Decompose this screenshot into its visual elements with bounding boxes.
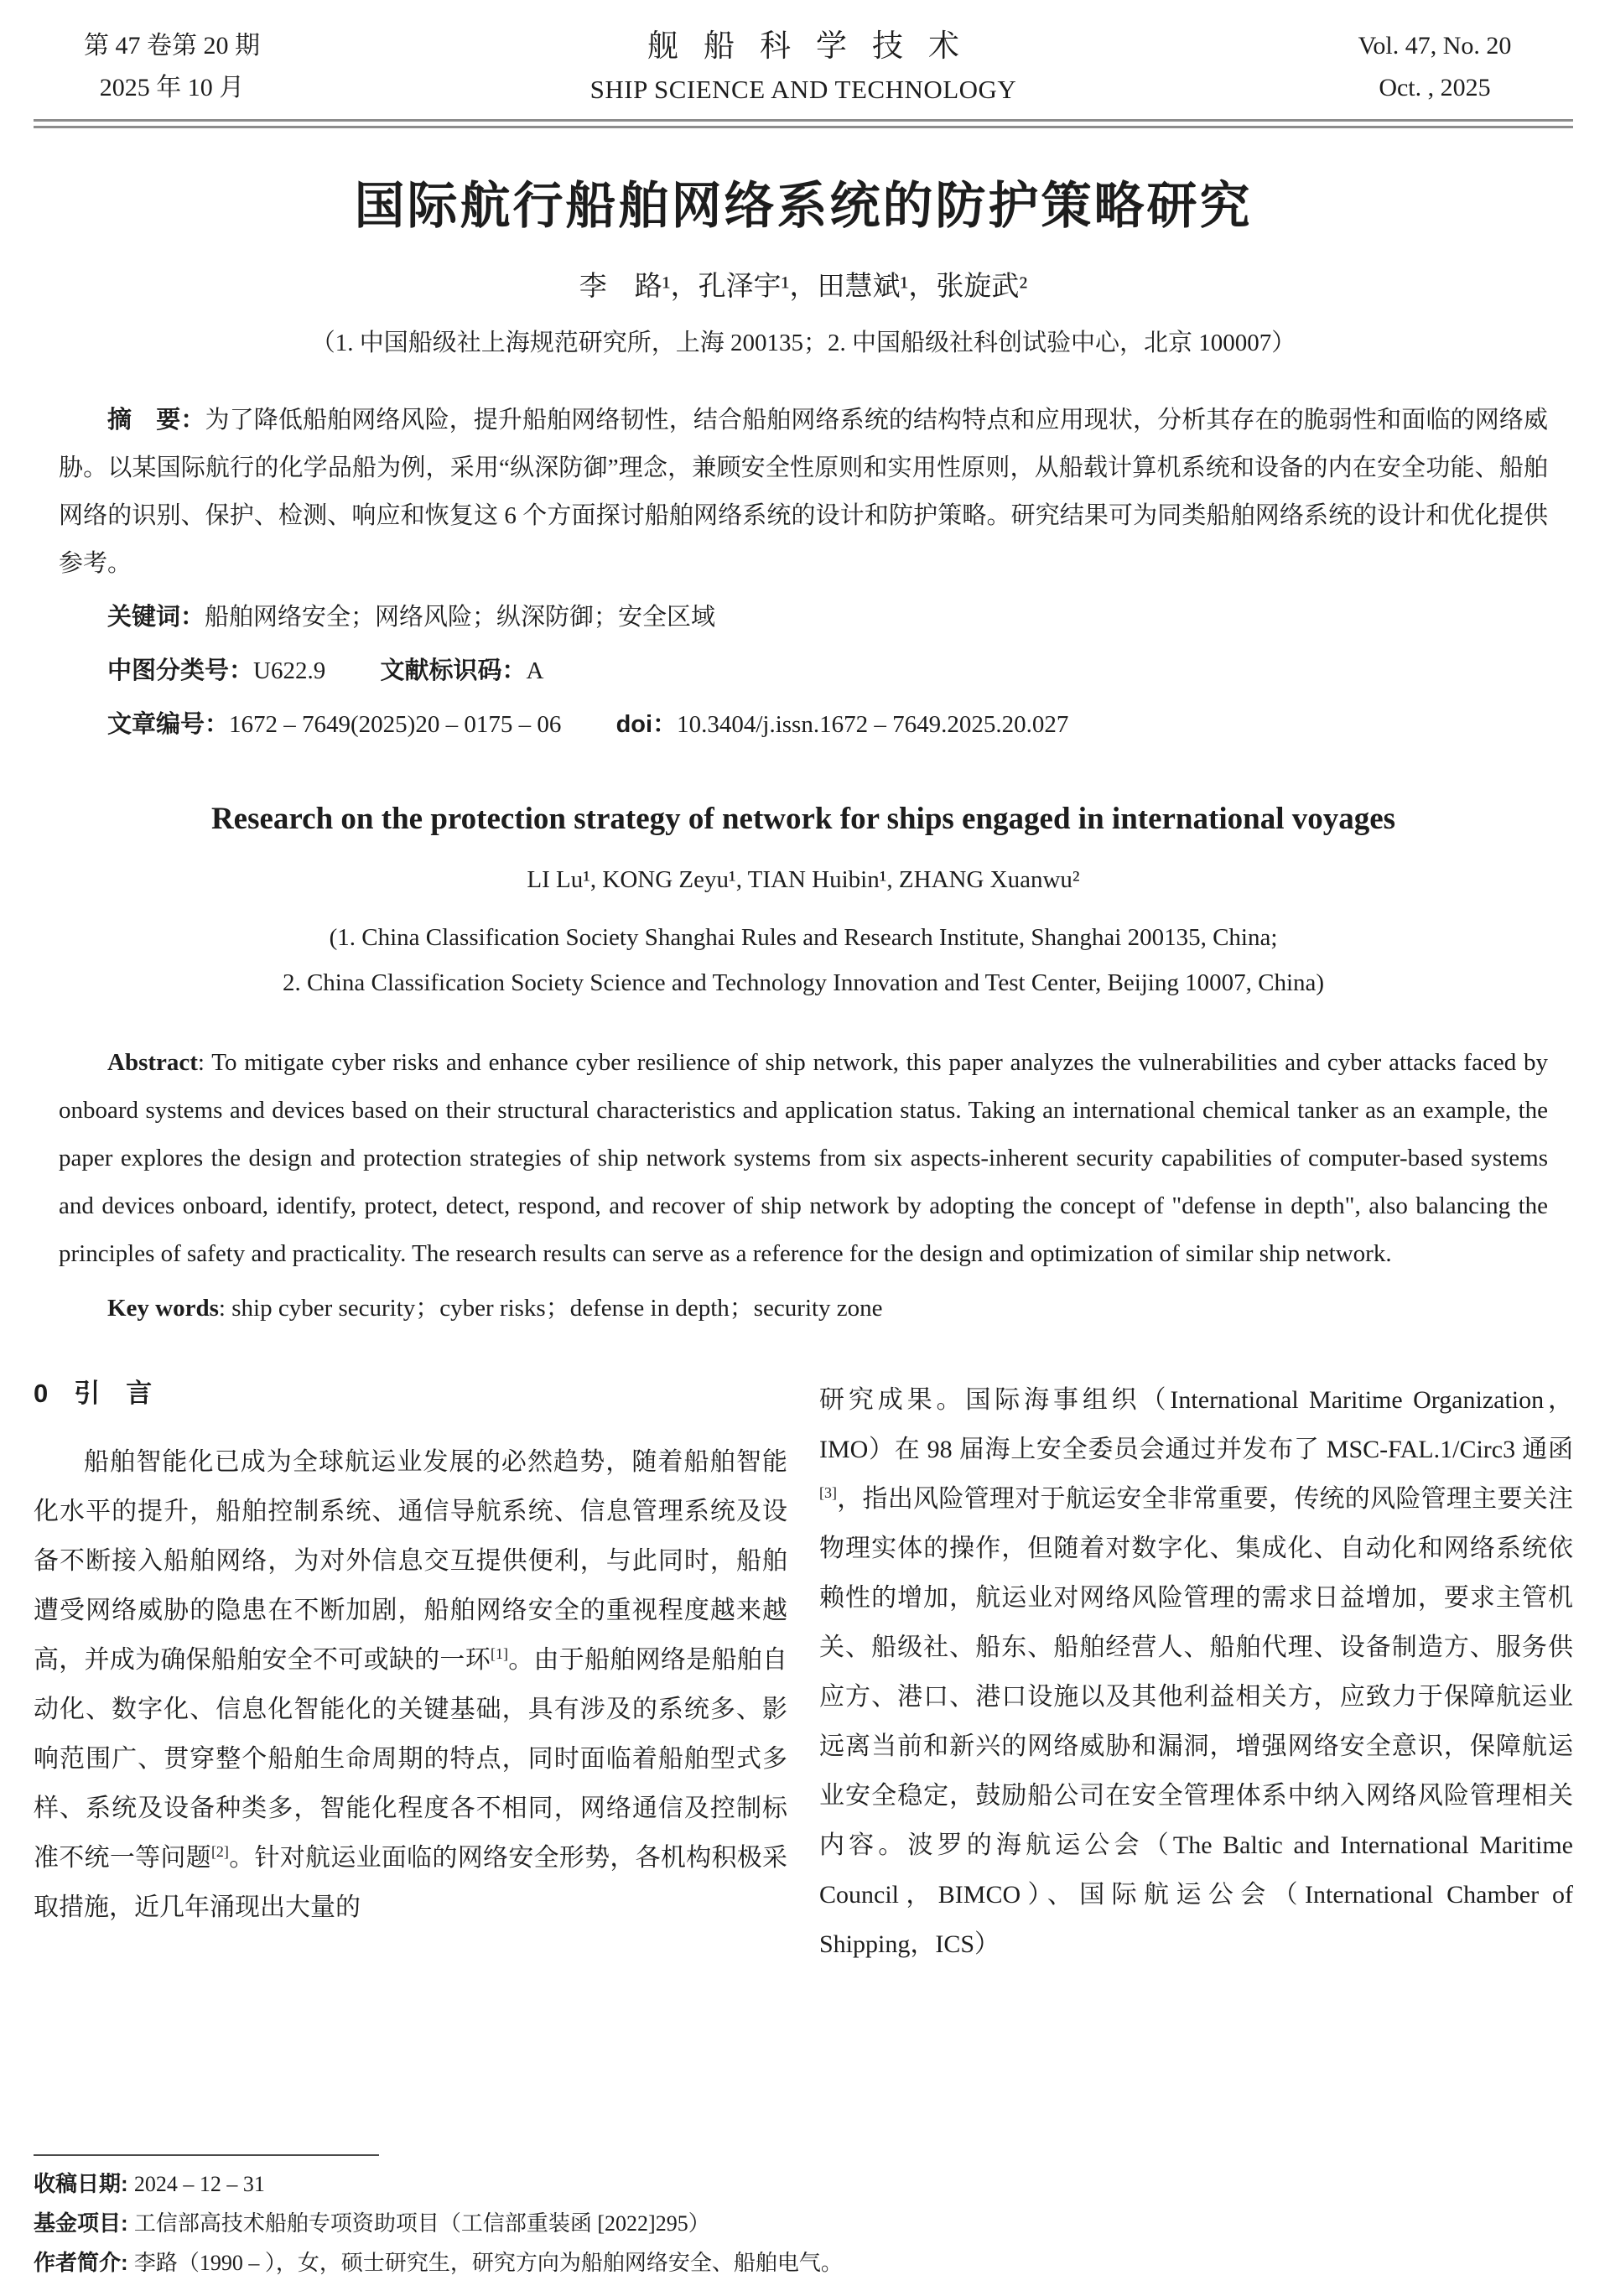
column-right [819, 1375, 1573, 2039]
affiliations-cn: （1. 中国船级社上海规范研究所，上海 200135；2. 中国船级社科创试验中心，北京 100007） [310, 330, 1296, 356]
received-date-value: 2024 – 12 – 31 [133, 2172, 265, 2196]
keywords-line-en [34, 1285, 1573, 1332]
column-left [34, 1375, 787, 2039]
keywords-text-cn: 船舶网络安全；网络风险；纵深防御；安全区域 [205, 604, 716, 631]
header-right [1296, 25, 1573, 109]
abstract-en [34, 1039, 1573, 1278]
keywords-line-cn [59, 594, 1548, 642]
footnote-divider [34, 2154, 379, 2156]
affiliation-en-1: (1. China Classification Society Shanghai Rules and Research Institute, Shanghai 200135, China; [329, 924, 1278, 951]
article-title-en: Research on the protection strategy of network for ships engaged in international voyages [210, 802, 1396, 836]
journal-date-en: Oct. , 2025 [1379, 74, 1491, 101]
section-0-heading: 0 引 言 [34, 1379, 153, 1408]
received-date-label: 收稿日期: [34, 2171, 134, 2196]
affiliation-en-2: 2. China Classification Society Science and Technology Innovation and Test Center, Beijing 10007, China) [282, 969, 1325, 996]
clc-line [59, 647, 1548, 695]
header-divider [34, 119, 1573, 128]
author-bio-line [34, 2243, 1573, 2283]
article-id-label: 文章编号： [107, 711, 230, 738]
journal-title-en: SHIP SCIENCE AND TECHNOLOGY [589, 75, 1017, 104]
article-id-value: 1672 – 7649(2025)20 – 0175 – 06 [229, 711, 562, 738]
keywords-label-cn: 关键词： [107, 604, 205, 631]
header-center [310, 25, 1296, 111]
journal-issue-cn: 第 47 卷第 20 期 [84, 32, 260, 60]
abstract-cn [59, 397, 1548, 588]
footnote-block [34, 2154, 1573, 2283]
doi-label: doi： [615, 711, 678, 738]
fund-project-value: 工信部高技术船舶专项资助项目（工信部重装函 [2022]295） [133, 2211, 710, 2236]
body-columns [34, 1375, 1573, 2039]
article-id-line [59, 701, 1548, 749]
keywords-text-en: : ship cyber security；cyber risks；defense in depth；security zone [218, 1295, 883, 1322]
abstract-label-en: Abstract [107, 1049, 198, 1076]
abstract-text-en: : To mitigate cyber risks and enhance cyber resilience of ship network, this paper analyzes the vulnerabilities and cyber attacks faced by onboard systems and devices based on their structural characteristics and application status. Taking an international chemical tanker as an example, the paper explores the design and protection strategies of ship network systems from six aspects-inherent security capabilities of computer-based systems and devices onboard, identify, protect, detect, respond, and recover of ship network by adopting the concept of "defense in depth", also balancing the principles of safety and practicality. The research results can serve as a reference for the design and optimization of similar ship network. [59, 1049, 1548, 1267]
authors-cn: 李 路¹，孔泽宇¹，田慧斌¹，张旋武² [579, 272, 1028, 302]
body-paragraph-right: 研究成果。国际海事组织（International Maritime Organization，IMO）在 98 届海上安全委员会通过并发布了 MSC-FAL.1/Circ3 通函[3]，指出风险管理对于航运安全非常重要，传统的风险管理主要关注物理实体的操作，但随着对数字化、集成化、自动化和网络系统依赖性的增加，航运业对网络风险管理的需求日益增加，要求主管机关、船级社、船东、船舶经营人、船舶代理、设备制造方、服务供应方、港口、港口设施以及其他利益相关方，应致力于保障航运业远离当前和新兴的网络威胁和漏洞，增强网络安全意识，保障航运业安全稳定，鼓励船公司在安全管理体系中纳入网络风险管理相关内容。波罗的海航运公会（The Baltic and International Maritime Council，BIMCO）、国际航运公会（International Chamber of Shipping，ICS） [819, 1386, 1573, 1958]
body-paragraph-left: 船舶智能化已成为全球航运业发展的必然趋势，随着船舶智能化水平的提升，船舶控制系统、通信导航系统、信息管理系统及设备不断接入船舶网络，为对外信息交互提供便利，与此同时，船舶遭受网络威胁的隐患在不断加剧，船舶网络安全的重视程度越来越高，并成为确保船舶安全不可或缺的一环[1]。由于船舶网络是船舶自动化、数字化、信息化智能化的关键基础，具有涉及的系统多、影响范围广、贯穿整个船舶生命周期的特点，同时面临着船舶型式多样、系统及设备种类多，智能化程度各不相同，网络通信及控制标准不统一等问题[2]。针对航运业面临的网络安全形势，各机构积极采取措施，近几年涌现出大量的 [34, 1448, 788, 1921]
clc-value: U622.9 [253, 657, 326, 684]
author-bio-label: 作者简介: [34, 2250, 134, 2275]
journal-header [34, 25, 1573, 111]
keywords-label-en: Key words [107, 1295, 219, 1322]
front-matter [34, 397, 1573, 749]
received-date-line [34, 2164, 1573, 2204]
header-left [34, 25, 310, 109]
article-title-cn: 国际航行船舶网络系统的防护策略研究 [354, 179, 1253, 234]
doc-code-label: 文献标识码： [380, 657, 527, 684]
affiliations-en [34, 915, 1573, 1005]
abstract-text-cn: 为了降低船舶网络风险，提升船舶网络韧性，结合船舶网络系统的结构特点和应用现状，分析其存在的脆弱性和面临的网络威胁。以某国际航行的化学品船为例，采用“纵深防御”理念，兼顾安全性原则和实用性原则，从船载计算机系统和设备的内在安全功能、船舶网络的识别、保护、检测、响应和恢复这 6 个方面探讨船舶网络系统的设计和防护策略。研究结果可为同类船舶网络系统的设计和优化提供参考。 [59, 407, 1548, 577]
fund-project-line [34, 2204, 1573, 2243]
fund-project-label: 基金项目: [34, 2210, 134, 2236]
journal-volume-en: Vol. 47, No. 20 [1358, 32, 1512, 60]
journal-date-cn: 2025 年 10 月 [99, 74, 245, 101]
abstract-label-cn: 摘 要： [107, 407, 205, 434]
author-bio-value: 李路（1990 – ），女，硕士研究生，研究方向为船舶网络安全、船舶电气。 [133, 2251, 843, 2275]
authors-en: LI Lu¹, KONG Zeyu¹, TIAN Huibin¹, ZHANG Xuanwu² [527, 866, 1080, 893]
doi-value: 10.3404/j.issn.1672 – 7649.2025.20.027 [677, 711, 1069, 738]
doc-code-value: A [526, 657, 544, 684]
clc-label: 中图分类号： [107, 657, 254, 684]
journal-title-cn: 舰船科学技术 [647, 29, 984, 64]
